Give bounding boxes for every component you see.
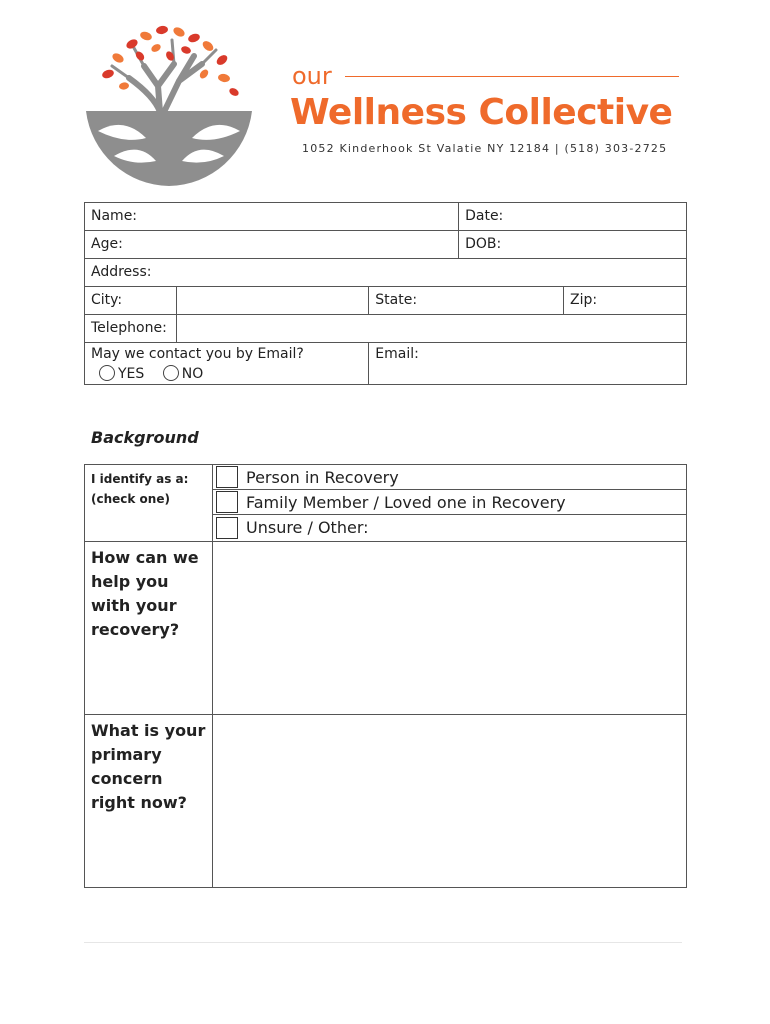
email-consent-question: May we contact you by Email? — [91, 346, 304, 362]
yes-radio[interactable] — [99, 365, 115, 381]
checkbox[interactable] — [216, 517, 238, 539]
option-label: Unsure / Other: — [246, 518, 369, 537]
telephone-input[interactable] — [177, 315, 687, 343]
email-consent-cell — [85, 343, 369, 385]
concern-label-cell — [85, 715, 213, 888]
help-label-cell — [85, 542, 213, 715]
city-label-cell — [85, 287, 177, 315]
tree-logo-icon — [84, 16, 254, 186]
address-label: Address: — [91, 264, 152, 280]
identify-options — [213, 465, 687, 542]
help-question: How can we help you with your recovery? — [91, 548, 199, 639]
help-answer-area[interactable] — [213, 542, 687, 715]
yes-label: YES — [118, 366, 145, 382]
city-input[interactable] — [177, 287, 369, 315]
telephone-label: Telephone: — [91, 320, 167, 336]
option-label: Person in Recovery — [246, 467, 399, 487]
identify-label-cell — [85, 465, 213, 542]
name-field[interactable] — [85, 203, 459, 231]
contact-line: 1052 Kinderhook St Valatie NY 12184 | (518) 303-2725 — [302, 142, 668, 155]
identify-hint: (check one) — [91, 492, 170, 506]
background-table — [84, 464, 687, 888]
option-unsure-other[interactable] — [213, 515, 686, 540]
dob-field[interactable] — [459, 231, 687, 259]
date-label: Date: — [465, 208, 504, 224]
option-family-member[interactable] — [213, 490, 686, 515]
identify-label: I identify as a: — [91, 472, 189, 486]
state-field[interactable] — [369, 287, 564, 315]
brand-name: Wellness Collective — [290, 92, 673, 133]
zip-label: Zip: — [570, 292, 598, 308]
date-field[interactable] — [459, 203, 687, 231]
concern-answer-area[interactable] — [213, 715, 687, 888]
checkbox[interactable] — [216, 466, 238, 488]
telephone-label-cell — [85, 315, 177, 343]
city-label: City: — [91, 292, 123, 308]
checkbox[interactable] — [216, 491, 238, 513]
brand-divider — [345, 76, 679, 77]
email-label: Email: — [375, 346, 419, 362]
address-field[interactable] — [85, 259, 687, 287]
name-label: Name: — [91, 208, 138, 224]
age-label: Age: — [91, 236, 123, 252]
option-label: Family Member / Loved one in Recovery — [246, 492, 566, 512]
zip-field[interactable] — [564, 287, 687, 315]
age-field[interactable] — [85, 231, 459, 259]
concern-question: What is your primary concern right now? — [91, 721, 206, 812]
email-field[interactable] — [369, 343, 687, 385]
brand-prefix: our — [292, 62, 332, 90]
dob-label: DOB: — [465, 236, 502, 252]
state-label: State: — [375, 292, 418, 308]
personal-info-table — [84, 202, 687, 385]
no-label: NO — [181, 366, 204, 382]
no-radio[interactable] — [163, 365, 179, 381]
background-heading: Background — [91, 428, 199, 447]
footer-divider — [84, 942, 682, 943]
option-person-in-recovery[interactable] — [213, 465, 686, 490]
